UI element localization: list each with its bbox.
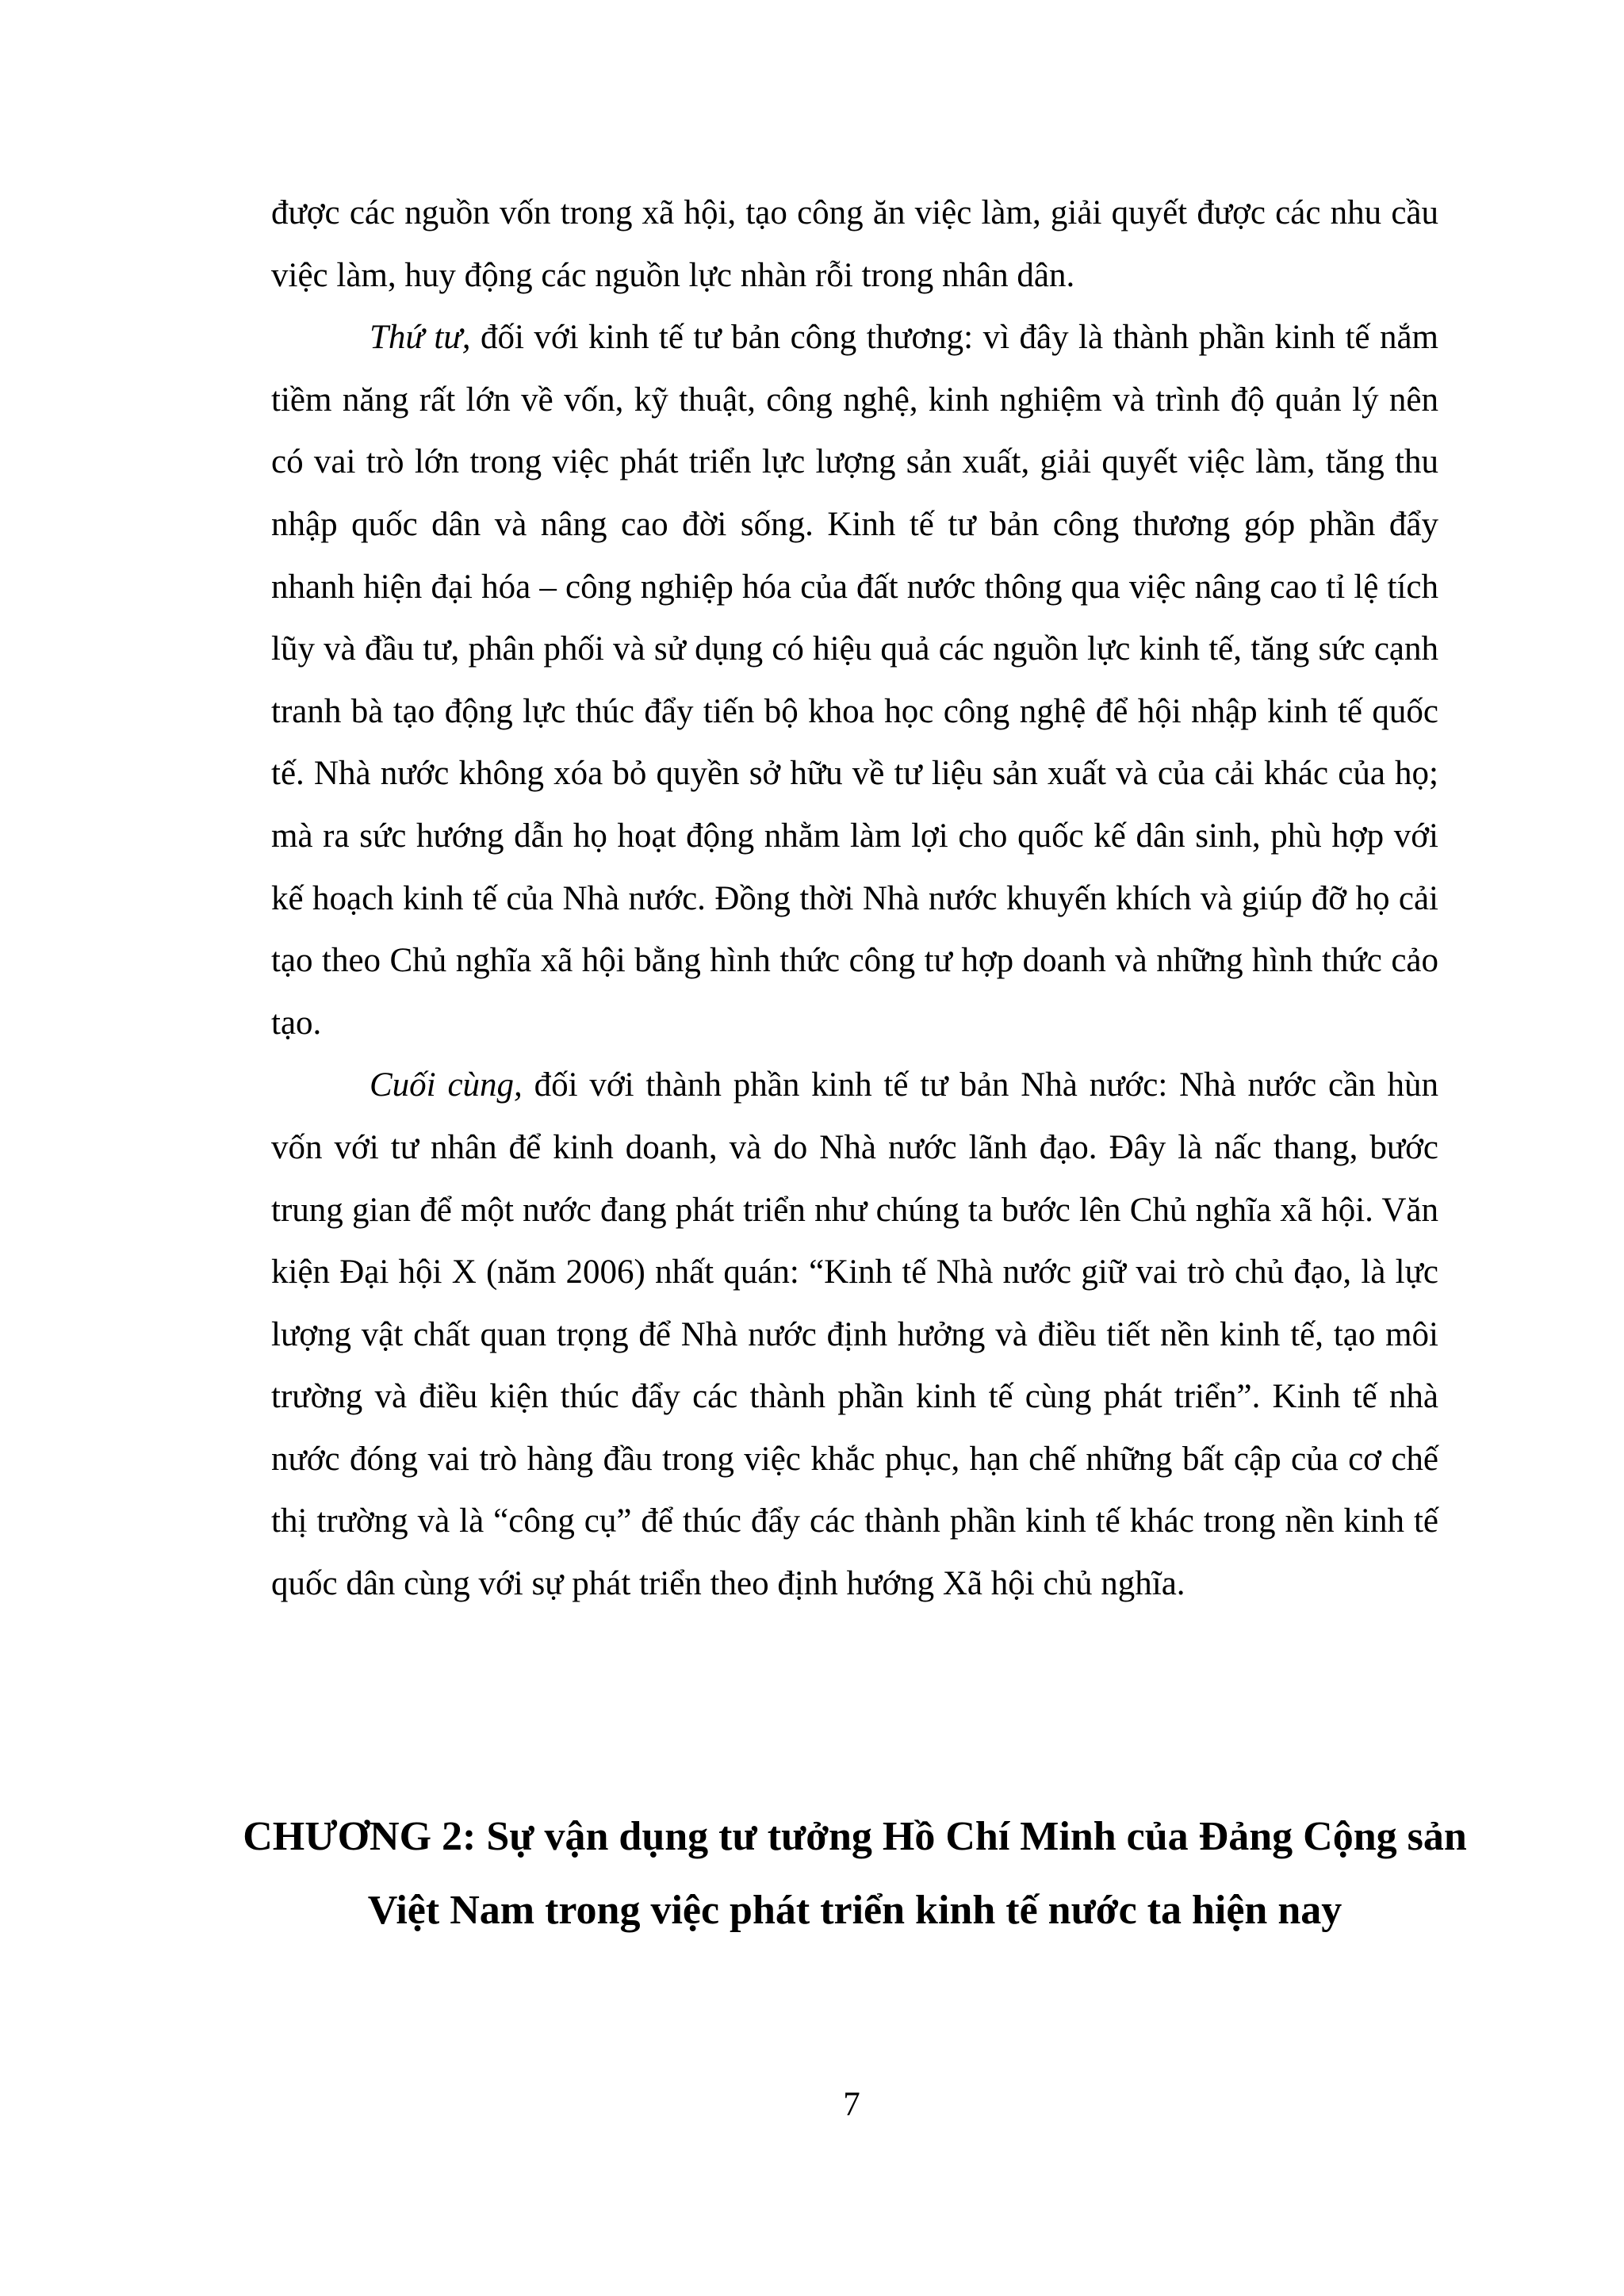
paragraph-text: đối với kinh tế tư bản công thương: vì đây là thành phần kinh tế nắm tiềm năng rất lớn về vốn, kỹ thuật, công nghệ, kinh nghiệm và trình độ quản lý nên có vai trò lớn trong việc phát triển lực lượng sản xuất, giải quyết việc làm, tăng thu nhập quốc dân và nâng cao đời sống. Kinh tế tư bản công thương góp phần đẩy nhanh hiện đại hóa – công nghiệp hóa của đất nước thông qua việc nâng cao tỉ lệ tích lũy và đầu tư, phân phối và sử dụng có hiệu quả các nguồn lực kinh tế, tăng sức cạnh tranh bà tạo động lực thúc đẩy tiến bộ khoa học công nghệ để hội nhập kinh tế quốc tế. Nhà nước không xóa bỏ quyền sở hữu về tư liệu sản xuất và của cải khác của họ; mà ra sức hướng dẫn họ hoạt động nhằm làm lợi cho quốc kế dân sinh, phù hợp với kế hoạch kinh tế của Nhà nước. Đồng thời Nhà nước khuyến khích và giúp đỡ họ cải tạo theo Chủ nghĩa xã hội bằng hình thức công tư hợp doanh và những hình thức cảo tạo.	[271, 319, 1438, 1042]
page-number: 7	[843, 2086, 860, 2123]
chapter-heading: CHƯƠNG 2: Sự vận dụng tư tưởng Hồ Chí Minh của Đảng Cộng sản Việt Nam trong việc phát triển kinh tế nước ta hiện nay	[243, 1814, 1467, 1933]
paragraph-text: được các nguồn vốn trong xã hội, tạo công ăn việc làm, giải quyết được các nhu cầu việc làm, huy động các nguồn lực nhàn rỗi trong nhân dân.	[271, 194, 1438, 294]
paragraph-text: đối với thành phần kinh tế tư bản Nhà nước: Nhà nước cần hùn vốn với tư nhân để kinh doanh, và do Nhà nước lãnh đạo. Đây là nấc thang, bước trung gian để một nước đang phát triển như chúng ta bước lên Chủ nghĩa xã hội. Văn kiện Đại hội X (năm 2006) nhất quán: “Kinh tế Nhà nước giữ vai trò chủ đạo, là lực lượng vật chất quan trọng để Nhà nước định hưởng và điều tiết nền kinh tế, tạo môi trường và điều kiện thúc đẩy các thành phần kinh tế cùng phát triển”. Kinh tế nhà nước đóng vai trò hàng đầu trong việc khắc phục, hạn chế những bất cập của cơ chế thị trường và là “công cụ” để thúc đẩy các thành phần kinh tế khác trong nền kinh tế quốc dân cùng với sự phát triển theo định hướng Xã hội chủ nghĩa.	[271, 1066, 1438, 1603]
paragraph-lead-italic: Thứ tư,	[370, 319, 471, 357]
paragraph-continuation	[271, 182, 1438, 307]
paragraph-lead-italic: Cuối cùng,	[370, 1066, 523, 1104]
paragraph-fourth	[271, 307, 1438, 1054]
body-text	[271, 182, 1438, 1616]
paragraph-finally	[271, 1054, 1438, 1615]
